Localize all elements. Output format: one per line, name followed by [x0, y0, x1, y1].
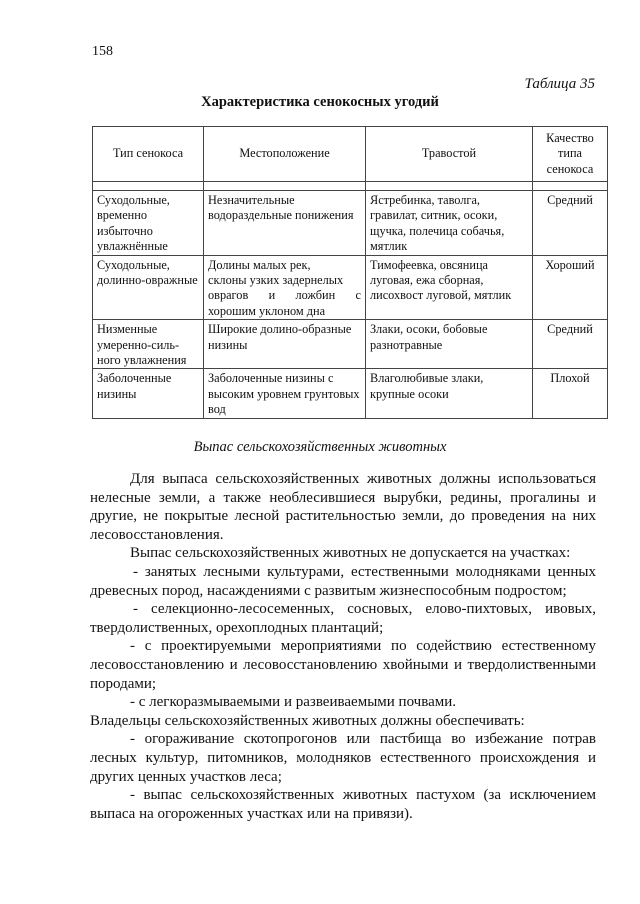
paragraph: Выпас сельскохозяйственных животных не допускается на участках:	[130, 545, 571, 562]
page-number: 158	[92, 44, 113, 59]
cell-type: Низменные умеренно-силь-ного увлажнения	[93, 320, 204, 369]
cell-grass: Влаголюбивые злаки, крупные осоки	[366, 369, 533, 418]
list-item: - с легкоразмываемыми и развеиваемыми почвами.	[130, 694, 457, 711]
cell-location: Заболоченные низины с высоким уровнем грунтовых вод	[204, 369, 366, 418]
list-item: - занятых лесными культурами, естественными молодняками ценных древесных пород, насаждениями с развитым жизнеспособным подростом;	[90, 563, 596, 599]
cell-location-line: оврагов и ложбин с	[208, 288, 361, 303]
cell-grass: Тимофеевка, овсяница луговая, ежа сборная, лисохвост луговой, мятлик	[366, 255, 533, 320]
cell-location	[204, 255, 366, 320]
table-spacer-row	[93, 182, 608, 191]
cell-grass: Злаки, осоки, бобовые разнотравные	[366, 320, 533, 369]
table-row	[93, 191, 608, 256]
cell-type: Суходольные, долинно-овражные	[93, 255, 204, 320]
list-item: - огораживание скотопрогонов или пастбища во избежание потрав лесных культур, питомников, молодняков естественного происхождения и других ценных участков леса;	[90, 731, 596, 785]
cell-location-line: склоны узких задернелых	[208, 273, 344, 288]
hayfield-table	[92, 126, 608, 419]
section-heading: Выпас сельскохозяйственных животных	[193, 439, 447, 455]
list-item: - выпас сельскохозяйственных животных пастухом (за исключением выпаса на огороженных участках или на привязи).	[90, 787, 596, 822]
paragraph: Владельцы сельскохозяйственных животных должны обеспечивать:	[90, 712, 525, 729]
table-row	[93, 255, 608, 320]
header-grass: Травостой	[366, 127, 533, 182]
cell-location-line: Долины малых рек,	[208, 257, 311, 272]
cell-quality: Хороший	[533, 255, 608, 320]
cell-type: Суходольные, временно избыточно увлажнённые	[93, 191, 204, 256]
list-item: - с проектируемыми мероприятиями по содействию естественному лесовосстановлению и лесовосстановлению хвойными и твердолиственными породами;	[90, 638, 596, 692]
cell-location: Незначительные водораздельные понижения	[204, 191, 366, 256]
list-item: - селекционно-лесосеменных, сосновых, елово-пихтовых, ивовых, твердолиственных, орехоплодных плантаций;	[90, 601, 596, 636]
table-title: Характеристика сенокосных угодий	[201, 94, 439, 110]
body-text	[90, 470, 596, 823]
table-row	[93, 320, 608, 369]
cell-grass: Ястребинка, таволга, гравилат, ситник, осоки, щучка, полечица собачья, мятлик	[366, 191, 533, 256]
header-location: Местоположение	[204, 127, 366, 182]
cell-location-line: хорошим уклоном дна	[208, 303, 326, 318]
table-label: Таблица 35	[524, 76, 595, 92]
table-row	[93, 369, 608, 418]
cell-quality: Средний	[533, 191, 608, 256]
paragraph: Для выпаса сельскохозяйственных животных должны использоваться нелесные земли, а также необлесившиеся вырубки, редины, прогалины и другие, не покрытые лесной растительностью земли, до проведения на них лесовосстановления.	[90, 471, 596, 543]
cell-quality: Плохой	[533, 369, 608, 418]
cell-type: Заболоченные низины	[93, 369, 204, 418]
cell-location: Широкие долино-образные низины	[204, 320, 366, 369]
cell-quality: Средний	[533, 320, 608, 369]
header-quality: Качество типа сенокоса	[533, 127, 608, 182]
header-type: Тип сенокоса	[93, 127, 204, 182]
table-header-row	[93, 127, 608, 182]
